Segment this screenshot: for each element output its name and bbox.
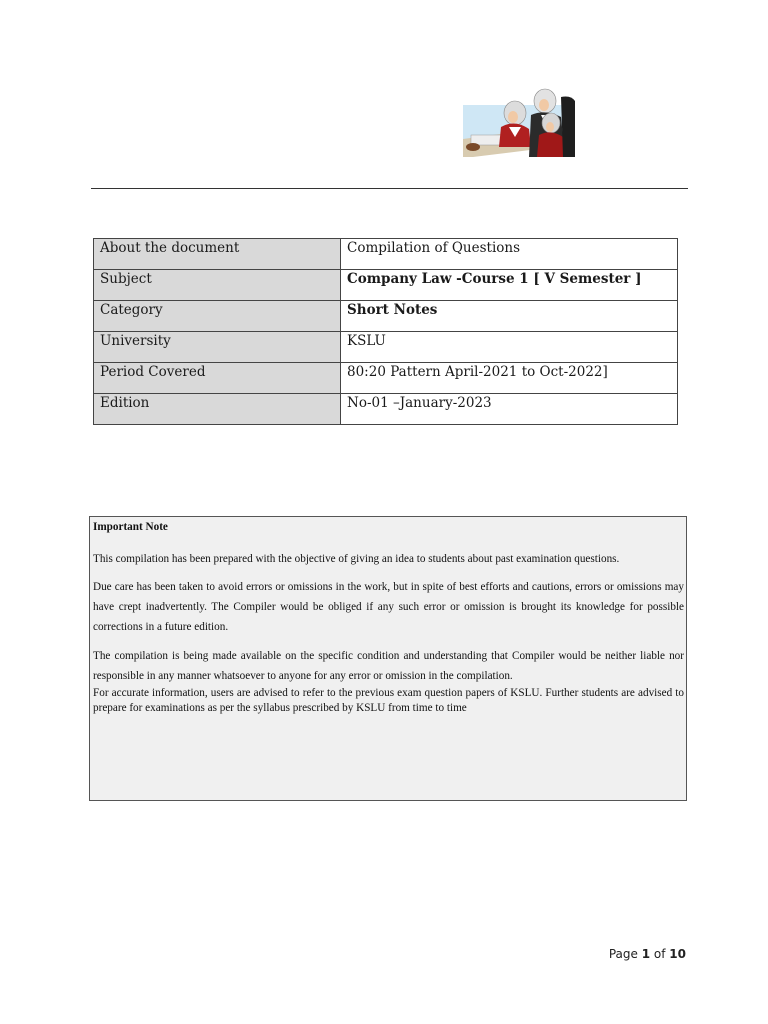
- important-note-box: [89, 516, 687, 801]
- row-value: 80:20 Pattern April-2021 to Oct-2022]: [341, 363, 678, 394]
- table-row: [94, 270, 678, 301]
- page-word: Page: [608, 947, 638, 961]
- row-label: Period Covered: [94, 363, 341, 394]
- page-number: [609, 947, 686, 961]
- row-label: Subject: [94, 270, 341, 301]
- table-row: [94, 363, 678, 394]
- row-value: Short Notes: [341, 301, 678, 332]
- row-label: Edition: [94, 394, 341, 425]
- row-label: Category: [94, 301, 341, 332]
- note-paragraph: Due care has been taken to avoid errors or omissions in the work, but in spite of best efforts and cautions, errors or omissions may have crept inadvertently. The Compiler would be obliged if any such error or omission is brought its knowledge for possible corrections in a future edition.: [93, 581, 684, 633]
- header-divider: [91, 188, 688, 189]
- row-value: No-01 –January-2023: [341, 394, 678, 425]
- row-label: About the document: [94, 239, 341, 270]
- table-row: [94, 301, 678, 332]
- table-row: [94, 394, 678, 425]
- current-page: 1: [641, 947, 651, 961]
- row-label: University: [94, 332, 341, 363]
- judges-illustration: [463, 87, 575, 157]
- row-value: KSLU: [341, 332, 678, 363]
- note-paragraph: For accurate information, users are advised to refer to the previous exam question papers of KSLU. Further students are advised to prepare for examinations as per the syllabus prescribed by KSLU from time to time: [93, 687, 684, 714]
- note-paragraph: This compilation has been prepared with the objective of giving an idea to students about past examination questions.: [93, 553, 620, 565]
- total-pages: 10: [669, 947, 686, 961]
- row-value: Compilation of Questions: [341, 239, 678, 270]
- table-row: [94, 332, 678, 363]
- note-paragraph: The compilation is being made available on the specific condition and understanding that Compiler would be neither liable nor responsible in any manner whatsoever to anyone for any error or omission in the compilation.: [93, 650, 684, 682]
- table-row: [94, 239, 678, 270]
- document-info-table: [93, 238, 678, 425]
- row-value: Company Law -Course 1 [ V Semester ]: [341, 270, 678, 301]
- of-word: of: [653, 947, 666, 961]
- note-title: Important Note: [93, 521, 168, 533]
